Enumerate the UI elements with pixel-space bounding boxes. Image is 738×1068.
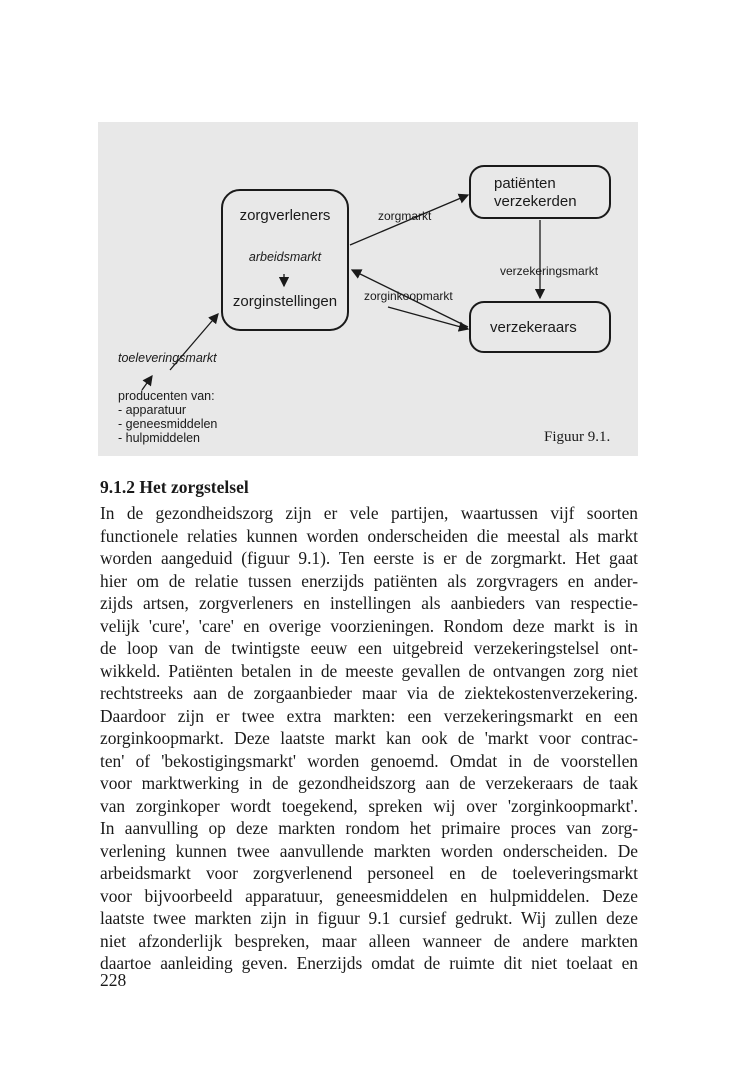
box-patienten-line2: verzekerden — [494, 193, 577, 210]
body-line: zorginkoopmarkt. Deze laatste markt kan ook de 'markt voor contrac- — [100, 728, 638, 748]
section-heading: 9.1.2 Het zorgstelsel — [100, 477, 249, 497]
body-line: rechtstreeks aan de zorgaanbieder maar via de ziektekostenverzekering. — [100, 683, 638, 703]
body-line: In de gezondheidszorg zijn er vele partijen, waartussen vijf soorten — [100, 503, 638, 523]
body-line: arbeidsmarkt voor zorgverlenend personeel en de toeleveringsmarkt — [100, 863, 638, 883]
body-line: wikkeld. Patiënten betalen in de meeste gevallen de ontvangen zorg niet — [100, 660, 638, 681]
body-line: zijds artsen, zorgverleners en instellingen als aanbieders van respectie- — [100, 593, 638, 613]
body-line: daartoe aanleiding geven. Enerzijds omdat de ruimte dit niet toelaat en — [100, 953, 638, 973]
body-text — [100, 502, 638, 975]
figure-9-1 — [98, 122, 638, 456]
box-zorginstellingen-label: zorginstellingen — [232, 293, 338, 310]
body-line: worden aangeduid (figuur 9.1). Ten eerste is er de zorgmarkt. Het gaat — [100, 548, 638, 568]
arrow-zorginkoopmarkt-2 — [388, 307, 468, 329]
figure-caption: Figuur 9.1. — [544, 429, 611, 445]
body-line: Daardoor zijn er twee extra markten: een verzekeringsmarkt en een — [100, 705, 638, 726]
toeleveringsmarkt-label: toeleveringsmarkt — [118, 351, 217, 365]
box-patienten-line1: patiënten — [494, 175, 556, 192]
body-line: velijk 'cure', 'care' en overige voorzieningen. Rondom deze markt is in — [100, 615, 638, 636]
body-line: van zorginkoper wordt toegekend, spreken wij over 'zorginkoopmarkt'. — [100, 795, 638, 816]
arbeidsmarkt-label: arbeidsmarkt — [248, 250, 322, 264]
verzekeringsmarkt-label: verzekeringsmarkt — [500, 264, 599, 278]
figure-diagram — [98, 122, 638, 456]
box-zorgverleners-label: zorgverleners — [239, 207, 331, 224]
producenten-item: - hulpmiddelen — [118, 431, 200, 445]
producenten-item: - geneesmiddelen — [118, 417, 218, 431]
zorgmarkt-label: zorgmarkt — [378, 209, 432, 223]
box-verzekeraars-label: verzekeraars — [490, 319, 577, 336]
page-number: 228 — [100, 970, 127, 990]
body-line: laatste twee markten zijn in figuur 9.1 cursief gedrukt. Wij zullen deze — [100, 908, 638, 928]
body-line: de loop van de twintigste eeuw een uitgebreid verzekeringstelsel ont- — [100, 638, 638, 658]
body-line: ten' of 'bekostigingsmarkt' worden genoemd. Omdat in de voorstellen — [100, 750, 638, 771]
producenten-item: - apparatuur — [118, 403, 187, 417]
body-line: In aanvulling op deze markten rondom het primaire proces van zorg- — [100, 818, 638, 838]
body-line: niet afzonderlijk bespreken, maar alleen wanneer de andere markten — [100, 930, 638, 951]
body-line: voor bijvoorbeeld apparatuur, geneesmiddelen en hulpmiddelen. Deze — [100, 885, 638, 906]
producenten-title: producenten van: — [118, 389, 215, 403]
body-line: hier om de relatie tussen enerzijds patiënten als zorgvragers en ander- — [100, 570, 638, 591]
body-line: voor marktwerking in de gezondheidszorg aan de verzekeraars de taak — [100, 773, 638, 793]
box-patienten — [470, 166, 610, 218]
zorginkoopmarkt-label: zorginkoopmarkt — [364, 289, 453, 303]
body-line: verlening kunnen twee aanvullende markten worden onderscheiden. De — [100, 840, 638, 861]
body-line: functionele relaties kunnen worden onderscheiden die meestal als markt — [100, 525, 638, 546]
arrow-producenten — [142, 376, 152, 390]
